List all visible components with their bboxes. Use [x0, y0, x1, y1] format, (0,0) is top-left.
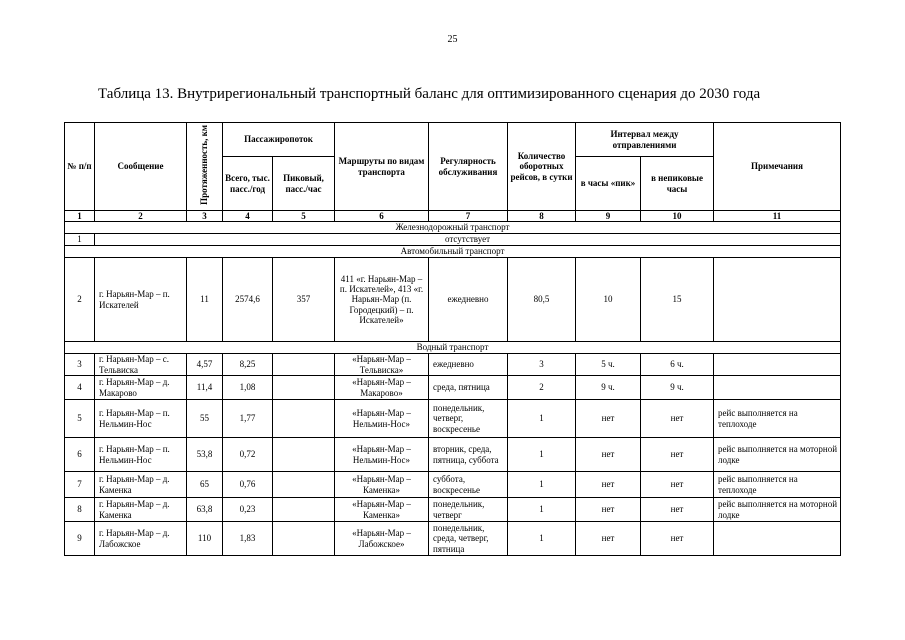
- row-trips: 1: [508, 438, 576, 472]
- row-length: 11,4: [187, 376, 223, 400]
- row-total: 8,25: [223, 354, 273, 376]
- table-row: [65, 522, 841, 556]
- column-number: 11: [714, 211, 841, 222]
- row-num: 5: [65, 400, 95, 438]
- header-total: Всего, тыс. пасс./год: [223, 157, 273, 211]
- row-interval-peak: нет: [576, 400, 641, 438]
- section-water: Водный транспорт: [65, 342, 841, 354]
- column-number: 5: [273, 211, 335, 222]
- row-length: 65: [187, 472, 223, 498]
- column-number: 10: [641, 211, 714, 222]
- column-number: 6: [335, 211, 429, 222]
- header-interval-offpeak: в непиковые часы: [641, 157, 714, 211]
- section-rail: Железнодорожный транспорт: [65, 222, 841, 234]
- row-routes: «Нарьян-Мар – Лабожское»: [335, 522, 429, 556]
- column-number: 8: [508, 211, 576, 222]
- header-passenger-flow: Пассажиропоток: [223, 123, 335, 157]
- column-number: 1: [65, 211, 95, 222]
- row-total: 1,77: [223, 400, 273, 438]
- row-connection: г. Нарьян-Мар – с. Тельвиска: [95, 354, 187, 376]
- row-interval-offpeak: 6 ч.: [641, 354, 714, 376]
- row-total: 1,08: [223, 376, 273, 400]
- water-rows: [65, 354, 841, 556]
- row-num: 4: [65, 376, 95, 400]
- row-notes: рейс выполняется на моторной лодке: [714, 498, 841, 522]
- row-num: 6: [65, 438, 95, 472]
- row-peak: [273, 438, 335, 472]
- row-interval-offpeak: нет: [641, 472, 714, 498]
- row-trips: 80,5: [508, 258, 576, 342]
- column-numbers-row: [65, 211, 841, 222]
- row-trips: 3: [508, 354, 576, 376]
- row-interval-peak: 10: [576, 258, 641, 342]
- row-peak: [273, 498, 335, 522]
- row-connection: г. Нарьян-Мар – д. Лабожское: [95, 522, 187, 556]
- row-peak: [273, 522, 335, 556]
- header-peak: Пиковый, пасс./час: [273, 157, 335, 211]
- table-row: [65, 498, 841, 522]
- row-connection: г. Нарьян-Мар – д. Каменка: [95, 498, 187, 522]
- column-number: 3: [187, 211, 223, 222]
- column-number: 9: [576, 211, 641, 222]
- table-row: [65, 438, 841, 472]
- row-total: 0,72: [223, 438, 273, 472]
- row-interval-offpeak: нет: [641, 498, 714, 522]
- row-interval-peak: нет: [576, 472, 641, 498]
- row-num: 9: [65, 522, 95, 556]
- header-notes: Примечания: [714, 123, 841, 211]
- row-trips: 1: [508, 498, 576, 522]
- row-connection: г. Нарьян-Мар – п. Нельмин-Нос: [95, 438, 187, 472]
- row-interval-offpeak: нет: [641, 400, 714, 438]
- row-notes: [714, 354, 841, 376]
- row-routes: «Нарьян-Мар – Нельмин-Нос»: [335, 400, 429, 438]
- row-routes: «Нарьян-Мар – Тельвиска»: [335, 354, 429, 376]
- row-peak: [273, 376, 335, 400]
- row-notes: рейс выполняется на теплоходе: [714, 400, 841, 438]
- row-interval-peak: нет: [576, 522, 641, 556]
- row-length: 55: [187, 400, 223, 438]
- row-interval-offpeak: нет: [641, 438, 714, 472]
- row-routes: «Нарьян-Мар – Каменка»: [335, 498, 429, 522]
- table-row: [65, 354, 841, 376]
- row-regularity: суббота, воскресенье: [429, 472, 508, 498]
- row-regularity: вторник, среда, пятница, суббота: [429, 438, 508, 472]
- column-number: 4: [223, 211, 273, 222]
- row-connection: г. Нарьян-Мар – д. Каменка: [95, 472, 187, 498]
- row-routes: «Нарьян-Мар – Макарово»: [335, 376, 429, 400]
- table-row: [65, 400, 841, 438]
- row-regularity: ежедневно: [429, 258, 508, 342]
- row-peak: 357: [273, 258, 335, 342]
- row-num: 1: [65, 234, 95, 246]
- row-interval-offpeak: 9 ч.: [641, 376, 714, 400]
- table-row: [65, 472, 841, 498]
- row-total: 0,76: [223, 472, 273, 498]
- header-interval: Интервал между отправлениями: [576, 123, 714, 157]
- row-interval-peak: нет: [576, 438, 641, 472]
- row-notes: рейс выполняется на теплоходе: [714, 472, 841, 498]
- section-road: Автомобильный транспорт: [65, 246, 841, 258]
- row-regularity: понедельник, четверг: [429, 498, 508, 522]
- row-num: 8: [65, 498, 95, 522]
- header-trips: Количество оборотных рейсов, в сутки: [508, 123, 576, 211]
- row-routes: «Нарьян-Мар – Нельмин-Нос»: [335, 438, 429, 472]
- row-regularity: понедельник, четверг, воскресенье: [429, 400, 508, 438]
- row-trips: 2: [508, 376, 576, 400]
- row-regularity: понедельник, среда, четверг, пятница: [429, 522, 508, 556]
- row-interval-offpeak: нет: [641, 522, 714, 556]
- row-interval-peak: 9 ч.: [576, 376, 641, 400]
- row-interval-peak: нет: [576, 498, 641, 522]
- row-routes: 411 «г. Нарьян-Мар – п. Искателей», 413 «г. Нарьян-Мар (п. Городецкий) – п. Искателей»: [335, 258, 429, 342]
- row-routes: «Нарьян-Мар – Каменка»: [335, 472, 429, 498]
- row-peak: [273, 472, 335, 498]
- row-trips: 1: [508, 522, 576, 556]
- row-regularity: среда, пятница: [429, 376, 508, 400]
- row-connection: г. Нарьян-Мар – п. Искателей: [95, 258, 187, 342]
- row-length: 4,57: [187, 354, 223, 376]
- header-length-label: Протяженность, км: [198, 125, 209, 206]
- row-num: 7: [65, 472, 95, 498]
- page-number: 25: [447, 34, 458, 45]
- row-length: 11: [187, 258, 223, 342]
- header-length: [187, 123, 223, 211]
- row-connection: г. Нарьян-Мар – д. Макарово: [95, 376, 187, 400]
- row-trips: 1: [508, 400, 576, 438]
- transport-balance-table: [64, 122, 841, 556]
- table-title: Таблица 13. Внутрирегиональный транспортный баланс для оптимизированного сценария до 2030 года: [98, 86, 761, 102]
- column-number: 7: [429, 211, 508, 222]
- row-peak: [273, 400, 335, 438]
- row-peak: [273, 354, 335, 376]
- header-regularity: Регулярность обслуживания: [429, 123, 508, 211]
- row-interval-offpeak: 15: [641, 258, 714, 342]
- row-total: 0,23: [223, 498, 273, 522]
- row-length: 63,8: [187, 498, 223, 522]
- row-num: 2: [65, 258, 95, 342]
- row-trips: 1: [508, 472, 576, 498]
- column-number: 2: [95, 211, 187, 222]
- header-routes: Маршруты по видам транспорта: [335, 123, 429, 211]
- row-length: 110: [187, 522, 223, 556]
- row-interval-peak: 5 ч.: [576, 354, 641, 376]
- row-notes: [714, 258, 841, 342]
- row-length: 53,8: [187, 438, 223, 472]
- row-total: 1,83: [223, 522, 273, 556]
- row-notes: [714, 376, 841, 400]
- row-total: 2574,6: [223, 258, 273, 342]
- rail-absent-text: отсутствует: [95, 234, 841, 246]
- row-regularity: ежедневно: [429, 354, 508, 376]
- row-num: 3: [65, 354, 95, 376]
- row-notes: [714, 522, 841, 556]
- row-connection: г. Нарьян-Мар – п. Нельмин-Нос: [95, 400, 187, 438]
- header-num: № п/п: [65, 123, 95, 211]
- header-interval-peak: в часы «пик»: [576, 157, 641, 211]
- table-row: [65, 376, 841, 400]
- row-notes: рейс выполняется на моторной лодке: [714, 438, 841, 472]
- header-connection: Сообщение: [95, 123, 187, 211]
- table-row: [65, 258, 841, 342]
